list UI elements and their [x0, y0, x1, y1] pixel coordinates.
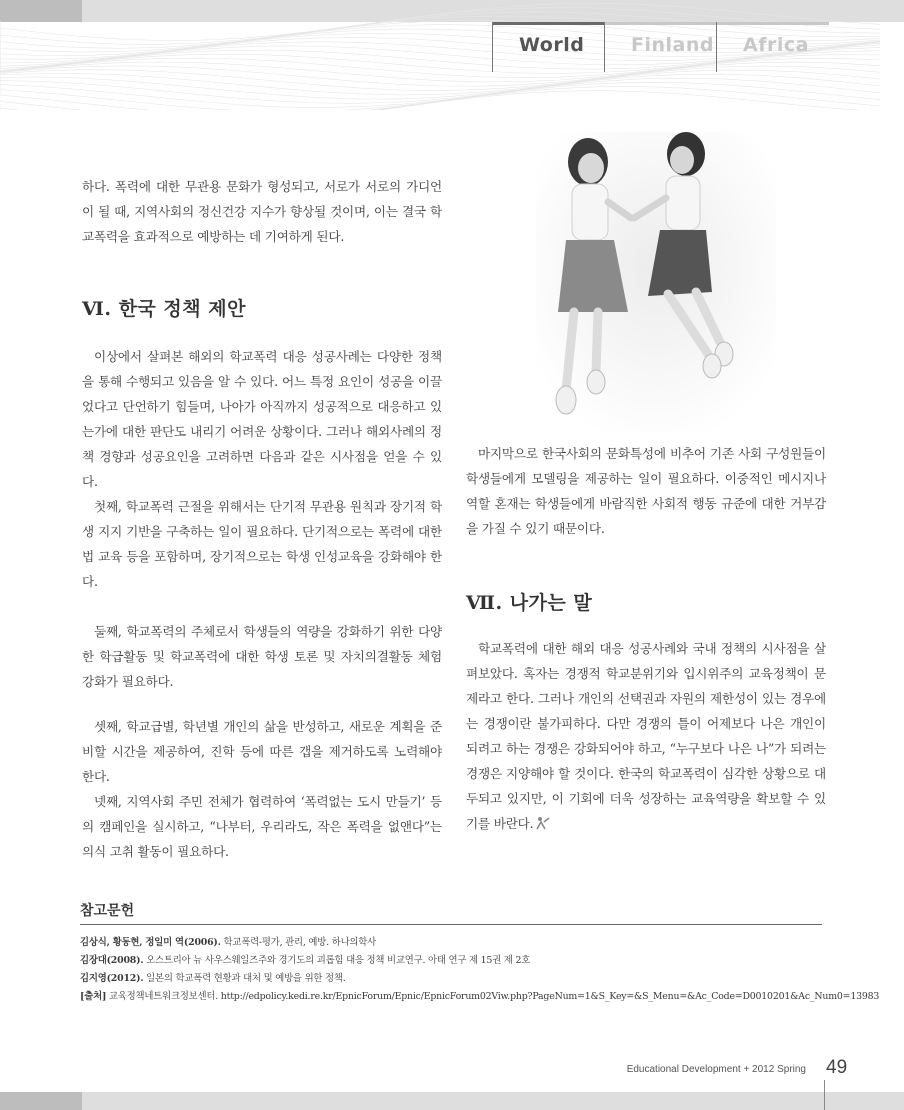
conclusion-text: 학교폭력에 대한 해외 대응 성공사례와 국내 정책의 시사점을 살펴보았다. 혹자는 경쟁적 학교분위기와 입시위주의 교육정책이 문제라고 한다. 그러나 개인의 선택권과 자원의 제한성이 있는 경우에는 경쟁이란 불가피하다. 다만 경쟁의 틀이 어제보다 나은 개인이 되려고 하는 경쟁은 강화되어야 하고, “누구보다 나은 나”가 되려는 경쟁은 지양해야 할 것이다. 한국의 학교폭력이 심각한 상황으로 대두되고 있지만, 이 기회에 더욱 성장하는 교육역량을 확보할 수 있기를 바란다. — [466, 641, 826, 831]
references-list — [80, 934, 880, 1006]
reference-authors: 김지영(2012). — [80, 973, 144, 984]
paragraph-conclusion — [466, 636, 826, 836]
tab-world[interactable] — [492, 22, 604, 72]
tab-finland-label: Finland — [631, 34, 714, 56]
wave-line — [0, 87, 880, 111]
section-6-heading: Ⅵ. 한국 정책 제안 — [82, 298, 246, 320]
tab-world-label: World — [519, 34, 585, 56]
publication-name: Educational Development + 2012 Spring — [626, 1064, 806, 1075]
section-7-heading: Ⅶ. 나가는 말 — [466, 592, 593, 614]
reference-item — [80, 952, 840, 970]
paragraph-first: 첫째, 학교폭력 근절을 위해서는 단기적 무관용 원칙과 장기적 학생 지지 기반을 구축하는 일이 필요하다. 단기적으로는 폭력에 대한 법 교육 등을 포함하며, 장기적으로는 학생 인성교육을 강화해야 한다. — [82, 499, 442, 589]
tab-africa-label: Africa — [743, 34, 809, 56]
end-mark-icon — [535, 816, 551, 830]
wave-line — [0, 82, 880, 110]
intro-paragraph: 하다. 폭력에 대한 무관용 문화가 형성되고, 서로가 서로의 가디언이 될 때, 지역사회의 정신건강 지수가 향상될 것이며, 이는 결국 학교폭력을 효과적으로 예방하는 데 기여하게 된다. — [82, 179, 442, 244]
reference-text[interactable]: 교육정책네트워크정보센터. http://edpolicy.kedi.re.kr/EpnicForum/Epnic/EpnicForum02Viw.php?PageNum=1&S_Key=&S_Menu=&Ac_Code=D0010201&Ac_Num0=13983 — [106, 991, 880, 1002]
paragraph-third: 셋째, 학교급별, 학년별 개인의 삶을 반성하고, 새로운 계획을 준비할 시간을 제공하여, 진학 등에 따른 갭을 제거하도록 노력해야 한다. — [82, 719, 442, 784]
reference-text: 일본의 학교폭력 현황과 대처 및 예방을 위한 정책. — [143, 973, 346, 984]
reference-item — [80, 970, 840, 988]
reference-text: 학교폭력-평가, 관리, 예방. 하나의학사 — [220, 937, 376, 948]
reference-item — [80, 934, 840, 952]
reference-text: 오스트리아 뉴 사우스웨일즈주와 경기도의 괴롭힘 대응 정책 비교연구. 아태 연구 제 15권 제 2호 — [143, 955, 531, 966]
section-nav — [492, 22, 904, 72]
paragraph-second: 둘째, 학교폭력의 주체로서 학생들의 역량을 강화하기 위한 다양한 학급활동 및 학교폭력에 대한 학생 토론 및 자치의결활동 체험 강화가 필요하다. — [82, 624, 442, 689]
footer-strip — [0, 1092, 904, 1110]
page-number: 49 — [826, 1057, 848, 1078]
paragraph-fourth: 넷째, 지역사회 주민 전체가 협력하여 ‘폭력없는 도시 만들기’ 등의 캠페인을 실시하고, “나부터, 우리라도, 작은 폭력을 없앤다”는 의식 고취 활동이 필요하다. — [82, 794, 442, 859]
tab-africa[interactable] — [716, 22, 828, 72]
reference-authors: 김장대(2008). — [80, 955, 144, 966]
references-title: 참고문헌 — [80, 903, 135, 919]
reference-authors: [출처] — [80, 991, 107, 1002]
page-header — [0, 0, 904, 110]
footer-divider — [824, 1080, 825, 1110]
paragraph-policy-intro: 이상에서 살펴본 해외의 학교폭력 대응 성공사례는 다양한 정책을 통해 수행되고 있음을 알 수 있다. 어느 특정 요인이 성공을 이끌었다고 단언하기 힘들며, 나아가 아직까지 성공적으로 대응하고 있는가에 대한 판단도 내리기 어려운 상황이다. 그러나 해외사례의 정책 경향과 성공요인을 고려하면 다음과 같은 시사점을 얻을 수 있다. — [82, 349, 442, 489]
references-divider — [80, 924, 822, 925]
footer-corner-block — [0, 1092, 82, 1110]
jumping-girls-photo — [536, 132, 776, 432]
reference-item — [80, 988, 880, 1006]
wave-line — [0, 74, 880, 110]
tab-finland[interactable] — [604, 22, 716, 72]
reference-authors: 김상식, 황동현, 정일미 역(2006). — [80, 937, 221, 948]
paragraph-modeling: 마지막으로 한국사회의 문화특성에 비추어 기존 사회 구성원들이 학생들에게 모델링을 제공하는 일이 필요하다. 이중적인 메시지나 역할 혼재는 학생들에게 바람직한 사회적 행동 규준에 대한 거부감을 가질 수 있기 때문이다. — [466, 446, 826, 536]
